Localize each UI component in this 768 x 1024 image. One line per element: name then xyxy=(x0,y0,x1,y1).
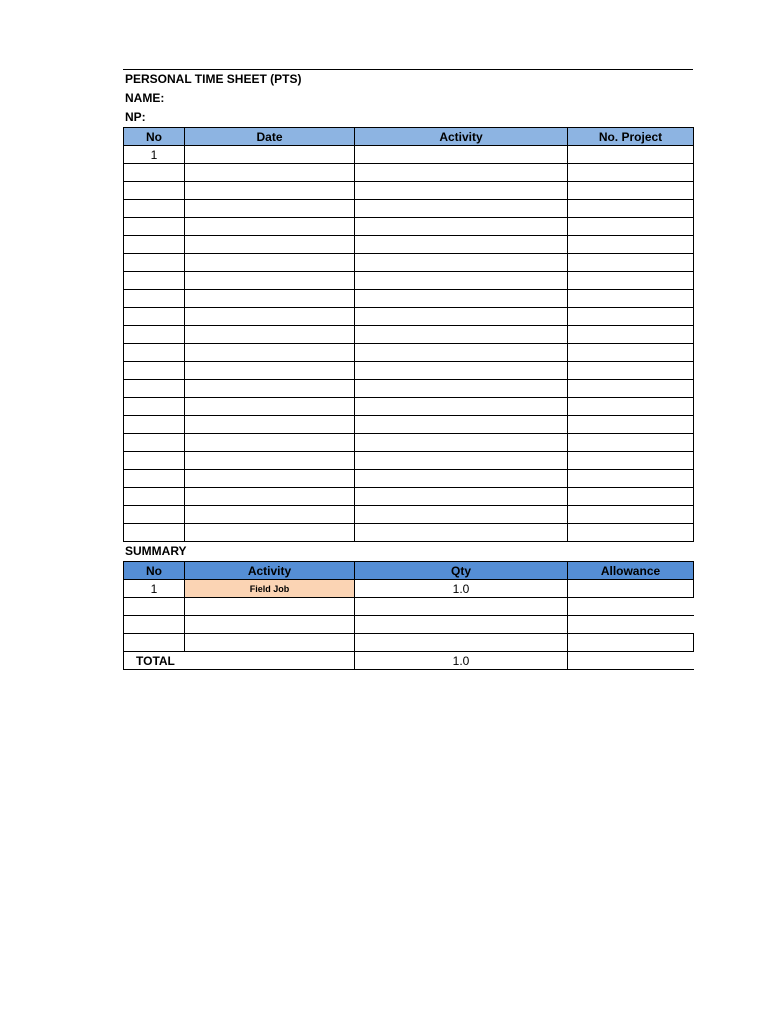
cell-date[interactable] xyxy=(185,398,355,416)
column-header-date: Date xyxy=(185,128,355,146)
cell-activity[interactable] xyxy=(355,380,568,398)
summary-table xyxy=(123,561,694,670)
summary-label: SUMMARY xyxy=(125,544,187,558)
cell-activity[interactable] xyxy=(355,272,568,290)
summary-cell-no[interactable]: 1 xyxy=(124,580,185,598)
cell-activity[interactable] xyxy=(355,182,568,200)
cell-activity[interactable] xyxy=(355,470,568,488)
summary-total-row xyxy=(124,652,694,670)
summary-header-activity: Activity xyxy=(185,562,355,580)
cell-date[interactable] xyxy=(185,362,355,380)
cell-no[interactable] xyxy=(124,290,185,308)
table-row xyxy=(124,362,694,380)
cell-no[interactable] xyxy=(124,236,185,254)
cell-date[interactable] xyxy=(185,326,355,344)
summary-cell-allowance[interactable] xyxy=(568,616,694,634)
cell-project[interactable] xyxy=(568,236,694,254)
cell-project[interactable] xyxy=(568,488,694,506)
name-label: NAME: xyxy=(125,91,165,105)
table-row xyxy=(124,236,694,254)
cell-date[interactable] xyxy=(185,344,355,362)
cell-activity[interactable] xyxy=(355,362,568,380)
cell-project[interactable] xyxy=(568,182,694,200)
summary-cell-activity[interactable] xyxy=(185,598,355,616)
cell-activity[interactable] xyxy=(355,398,568,416)
table-row xyxy=(124,506,694,524)
table-row xyxy=(124,452,694,470)
summary-cell-allowance[interactable] xyxy=(568,634,694,652)
table-row xyxy=(124,380,694,398)
cell-no[interactable] xyxy=(124,452,185,470)
table-row xyxy=(124,308,694,326)
table-row xyxy=(124,164,694,182)
np-label: NP: xyxy=(125,110,146,124)
cell-date[interactable] xyxy=(185,254,355,272)
summary-cell-no[interactable] xyxy=(124,634,185,652)
cell-no[interactable] xyxy=(124,164,185,182)
cell-date[interactable] xyxy=(185,452,355,470)
cell-activity[interactable] xyxy=(355,218,568,236)
table-row xyxy=(124,416,694,434)
cell-project[interactable] xyxy=(568,452,694,470)
summary-cell-qty[interactable]: 1.0 xyxy=(355,580,568,598)
cell-no[interactable] xyxy=(124,488,185,506)
cell-date[interactable] xyxy=(185,488,355,506)
cell-no[interactable] xyxy=(124,200,185,218)
cell-project[interactable] xyxy=(568,344,694,362)
cell-date[interactable] xyxy=(185,524,355,542)
cell-project[interactable] xyxy=(568,380,694,398)
cell-date[interactable] xyxy=(185,146,355,164)
cell-project[interactable] xyxy=(568,506,694,524)
cell-activity[interactable] xyxy=(355,416,568,434)
total-label: TOTAL xyxy=(124,652,185,670)
summary-cell-activity[interactable] xyxy=(185,634,355,652)
summary-header-row xyxy=(124,562,694,580)
summary-row xyxy=(124,616,694,634)
table-row xyxy=(124,470,694,488)
cell-activity[interactable] xyxy=(355,344,568,362)
cell-activity[interactable] xyxy=(355,236,568,254)
cell-no[interactable] xyxy=(124,308,185,326)
table-row xyxy=(124,272,694,290)
summary-row xyxy=(124,580,694,598)
cell-project[interactable] xyxy=(568,434,694,452)
table-row xyxy=(124,182,694,200)
cell-activity[interactable] xyxy=(355,506,568,524)
document-title: PERSONAL TIME SHEET (PTS) xyxy=(125,72,302,86)
cell-project[interactable] xyxy=(568,362,694,380)
cell-project[interactable] xyxy=(568,416,694,434)
table-row xyxy=(124,434,694,452)
column-header-project: No. Project xyxy=(568,128,694,146)
table-row xyxy=(124,488,694,506)
table-row xyxy=(124,290,694,308)
cell-date[interactable] xyxy=(185,272,355,290)
cell-project[interactable] xyxy=(568,146,694,164)
table-row xyxy=(124,218,694,236)
cell-no[interactable] xyxy=(124,182,185,200)
cell-project[interactable] xyxy=(568,524,694,542)
cell-project[interactable] xyxy=(568,164,694,182)
cell-date[interactable] xyxy=(185,182,355,200)
total-empty-cell xyxy=(185,652,355,670)
cell-date[interactable] xyxy=(185,308,355,326)
cell-activity[interactable] xyxy=(355,452,568,470)
cell-no[interactable] xyxy=(124,380,185,398)
summary-cell-qty[interactable] xyxy=(355,616,568,634)
cell-activity[interactable] xyxy=(355,290,568,308)
summary-cell-allowance[interactable] xyxy=(568,580,694,598)
timesheet-header-row xyxy=(124,128,694,146)
cell-activity[interactable] xyxy=(355,524,568,542)
column-header-no: No xyxy=(124,128,185,146)
timesheet-table xyxy=(123,127,694,542)
table-row xyxy=(124,524,694,542)
cell-no[interactable] xyxy=(124,254,185,272)
total-qty-cell[interactable]: 1.0 xyxy=(355,652,568,670)
column-header-activity: Activity xyxy=(355,128,568,146)
cell-project[interactable] xyxy=(568,290,694,308)
summary-cell-activity[interactable]: Field Job xyxy=(185,580,355,598)
summary-cell-qty[interactable] xyxy=(355,598,568,616)
total-allowance-cell[interactable] xyxy=(568,652,694,670)
cell-activity[interactable] xyxy=(355,434,568,452)
cell-date[interactable] xyxy=(185,236,355,254)
cell-project[interactable] xyxy=(568,398,694,416)
table-row xyxy=(124,326,694,344)
cell-project[interactable] xyxy=(568,200,694,218)
cell-no[interactable] xyxy=(124,272,185,290)
cell-date[interactable] xyxy=(185,164,355,182)
cell-no[interactable] xyxy=(124,434,185,452)
cell-activity[interactable] xyxy=(355,326,568,344)
table-row xyxy=(124,344,694,362)
cell-activity[interactable] xyxy=(355,146,568,164)
cell-project[interactable] xyxy=(568,272,694,290)
cell-activity[interactable] xyxy=(355,254,568,272)
cell-no[interactable] xyxy=(124,470,185,488)
cell-date[interactable] xyxy=(185,470,355,488)
cell-project[interactable] xyxy=(568,326,694,344)
cell-project[interactable] xyxy=(568,470,694,488)
table-row xyxy=(124,398,694,416)
table-row xyxy=(124,146,694,164)
cell-date[interactable] xyxy=(185,416,355,434)
cell-no[interactable] xyxy=(124,524,185,542)
cell-project[interactable] xyxy=(568,218,694,236)
summary-cell-qty[interactable] xyxy=(355,634,568,652)
cell-no[interactable] xyxy=(124,362,185,380)
summary-cell-activity[interactable] xyxy=(185,616,355,634)
cell-activity[interactable] xyxy=(355,164,568,182)
cell-activity[interactable] xyxy=(355,488,568,506)
cell-activity[interactable] xyxy=(355,308,568,326)
cell-date[interactable] xyxy=(185,200,355,218)
summary-cell-no[interactable] xyxy=(124,616,185,634)
cell-no[interactable] xyxy=(124,416,185,434)
cell-project[interactable] xyxy=(568,308,694,326)
cell-activity[interactable] xyxy=(355,200,568,218)
summary-body xyxy=(124,580,694,652)
summary-row xyxy=(124,634,694,652)
cell-date[interactable] xyxy=(185,434,355,452)
cell-date[interactable] xyxy=(185,380,355,398)
cell-no[interactable] xyxy=(124,344,185,362)
cell-date[interactable] xyxy=(185,218,355,236)
summary-header-qty: Qty xyxy=(355,562,568,580)
cell-date[interactable] xyxy=(185,506,355,524)
cell-project[interactable] xyxy=(568,254,694,272)
summary-cell-allowance[interactable] xyxy=(568,598,694,616)
table-row xyxy=(124,200,694,218)
cell-no[interactable] xyxy=(124,326,185,344)
summary-header-allowance: Allowance xyxy=(568,562,694,580)
summary-cell-no[interactable] xyxy=(124,598,185,616)
summary-header-no: No xyxy=(124,562,185,580)
cell-no[interactable] xyxy=(124,398,185,416)
timesheet-document xyxy=(123,69,693,670)
table-row xyxy=(124,254,694,272)
cell-no[interactable]: 1 xyxy=(124,146,185,164)
cell-no[interactable] xyxy=(124,218,185,236)
summary-row xyxy=(124,598,694,616)
cell-date[interactable] xyxy=(185,290,355,308)
cell-no[interactable] xyxy=(124,506,185,524)
timesheet-body xyxy=(124,146,694,542)
